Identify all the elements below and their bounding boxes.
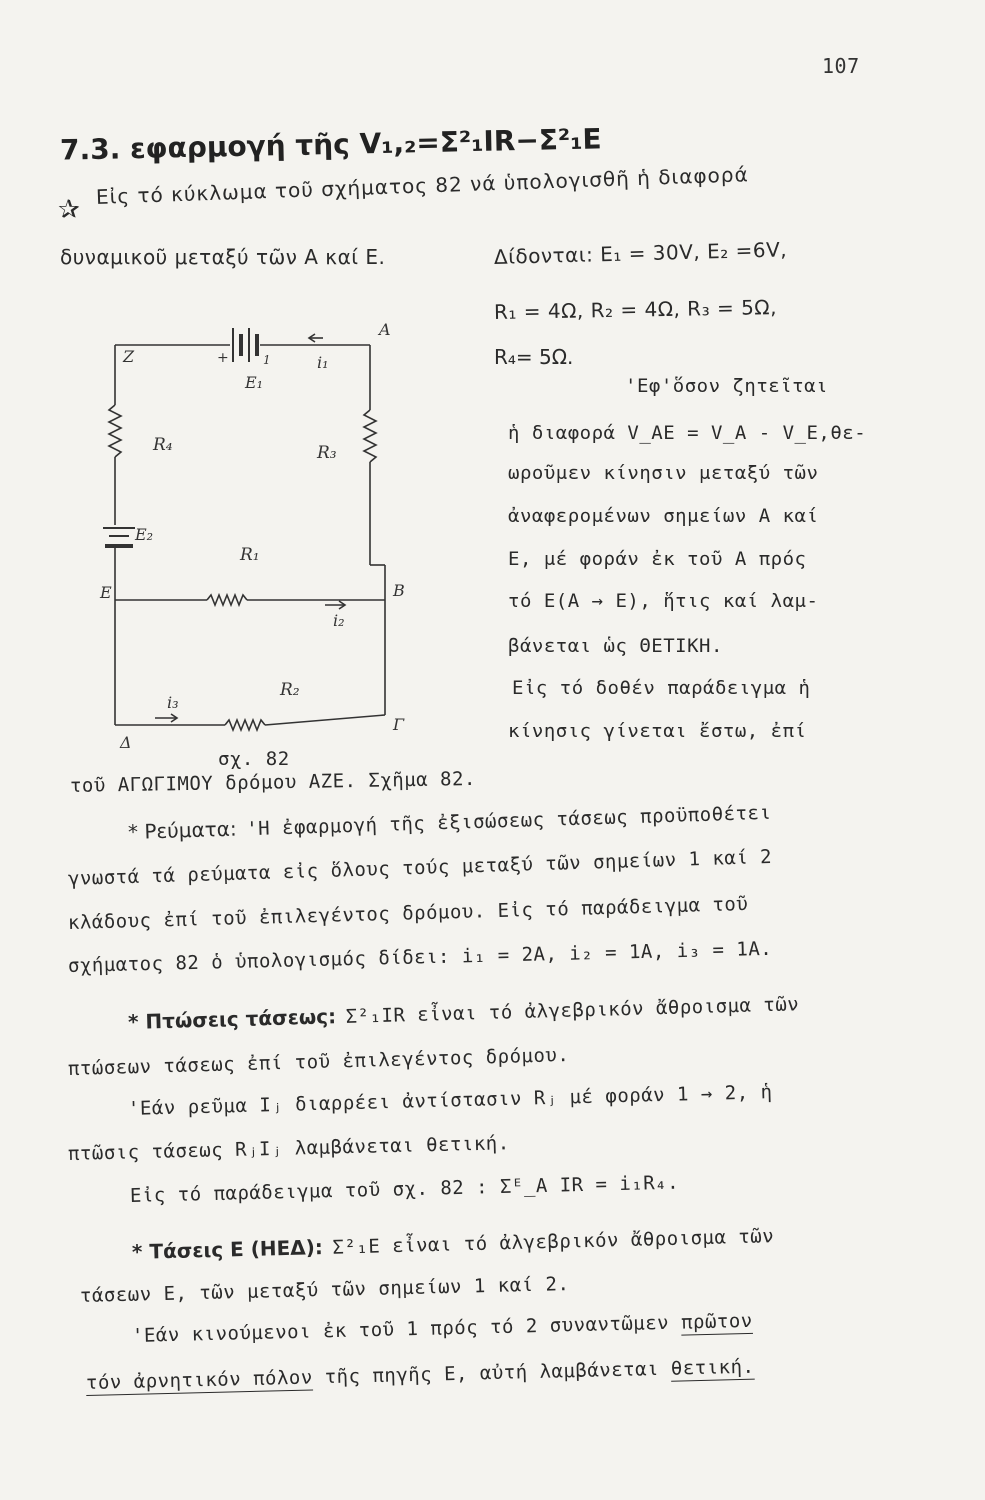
explanation-line-5: Ε, μέ φοράν ἐκ τοῦ Α πρός [508,548,807,570]
currents-heading: * Ρεύματα: [127,816,237,844]
intro-line-1: Εἰς τό κύκλωμα τοῦ σχήματος 82 νά ὑπολογισθῆ ἡ διαφορά [95,162,750,209]
voltage-drops-line-1: Σ²₁IR εἶναι τό ἀλγεβρικόν ἄθροισμα τῶν [345,993,800,1028]
r4-label: R₄ [153,435,173,455]
node-gamma-label: Γ [393,715,405,734]
page-number: 107 [822,54,860,78]
given-line-3: R₄= 5Ω. [494,345,574,369]
currents-line-2: γνωστά τά ρεύματα εἰς ὅλους τούς μεταξύ τῶν σημείων 1 καί 2 [67,845,773,890]
node-z-label: Z [123,347,135,366]
explanation-line-4: ἀναφερομένων σημείων Α καί [508,505,819,527]
voltage-drops-line-5: Εἰς τό παράδειγμα τοῦ σχ. 82 : Σᴱ_A IR = i₁R₄. [129,1171,680,1207]
explanation-line-2: ἡ διαφορά V_AE = V_A - V_E,θε- [508,422,867,444]
battery-one-label: 1 [263,353,271,367]
voltage-drops-heading: * Πτώσεις τάσεως: [127,1004,337,1034]
section-title: 7.3. εφαρμογή τῆς V₁,₂=Σ²₁IR−Σ²₁E [59,122,602,167]
node-b-label: B [393,581,405,600]
emf-line-3-text: 'Εάν κινούμενοι ἐκ τοῦ 1 πρός τό 2 συναντῶμεν [131,1311,670,1347]
given-line-2: R₁ = 4Ω, R₂ = 4Ω, R₃ = 5Ω, [493,295,778,324]
explanation-continuation: τοῦ ΑΓΩΓΙΜΟΥ δρόμου ΑΖΕ. Σχῆμα 82. [69,767,477,797]
figure-caption: σχ. 82 [218,748,290,770]
r3-label: R₃ [317,443,337,463]
emf-line-3 [132,1310,753,1347]
emf-line-2: τάσεων Ε, τῶν μεταξύ τῶν σημείων 1 καί 2. [79,1273,570,1307]
currents-line-1: 'Η ἐφαρμογή τῆς ἐξισώσεως τάσεως προϋποθέτει [245,801,772,841]
emf-line-4 [86,1356,755,1394]
node-delta-label: Δ [120,733,132,752]
currents-line-4: σχήματος 82 ὁ ὑπολογισμός δίδει: i₁ = 2A, i₂ = 1A, i₃ = 1A. [67,937,773,977]
explanation-line-7: βάνεται ὡς ΘΕΤΙΚΗ. [508,635,723,657]
star-icon: ✰ [58,195,80,225]
emf-line-1: Σ²₁E εἶναι τό ἀλγεβρικόν ἄθροισμα τῶν [332,1225,775,1259]
explanation-line-1: 'Εφ'ὅσον ζητεῖται [625,375,828,397]
voltage-drops-line-3: 'Εάν ρεῦμα Iⱼ διαρρέει ἀντίστασιν Rⱼ μέ φοράν 1 → 2, ἡ [127,1081,773,1120]
intro-line-2: δυναμικοῦ μεταξύ τῶν Α καί Ε. [60,245,386,269]
node-e-label: E [100,583,112,602]
voltage-drops-line-2: πτώσεων τάσεως ἐπί τοῦ ἐπιλεγέντος δρόμου. [67,1044,570,1080]
e2-label: E₂ [135,525,154,544]
explanation-line-3: ωροῦμεν κίνησιν μεταξύ τῶν [508,462,819,484]
e1-label: E₁ [245,373,264,392]
i1-label: i₁ [317,353,329,372]
battery-plus-label: + [217,350,229,366]
emf-line-4-text: τῆς πηγῆς Ε, αὐτή λαμβάνεται [324,1358,660,1389]
emf-paragraph [132,1223,775,1264]
given-line-1: Δίδονται: E₁ = 30V, E₂ =6V, [493,237,788,269]
emf-underlined-first: πρῶτον [680,1309,753,1334]
emf-underlined-negative-pole: τόν ἀρνητικόν πόλον [85,1366,314,1394]
explanation-line-6: τό Ε(Α → Ε), ἥτις καί λαμ- [508,590,819,612]
explanation-line-9: κίνησις γίνεται ἔστω, ἐπί [508,720,807,742]
emf-heading: * Τάσεις Ε (ΗΕΔ): [131,1235,324,1264]
r1-label: R₁ [240,545,260,565]
currents-paragraph [128,800,772,844]
i3-label: i₃ [167,693,179,712]
voltage-drops-line-4: πτῶσις τάσεως RⱼIⱼ λαμβάνεται θετική. [67,1132,510,1165]
r2-label: R₂ [280,680,300,700]
emf-underlined-positive: θετική. [670,1355,755,1380]
explanation-line-8: Εἰς τό δοθέν παράδειγμα ἡ [512,677,811,699]
circuit-diagram [95,310,425,780]
voltage-drops-paragraph [128,991,800,1034]
node-a-label: A [379,320,391,339]
i2-label: i₂ [333,611,345,630]
currents-line-3: κλάδους ἐπί τοῦ ἐπιλεγέντος δρόμου. Εἰς τό παράδειγμα τοῦ [67,893,749,934]
